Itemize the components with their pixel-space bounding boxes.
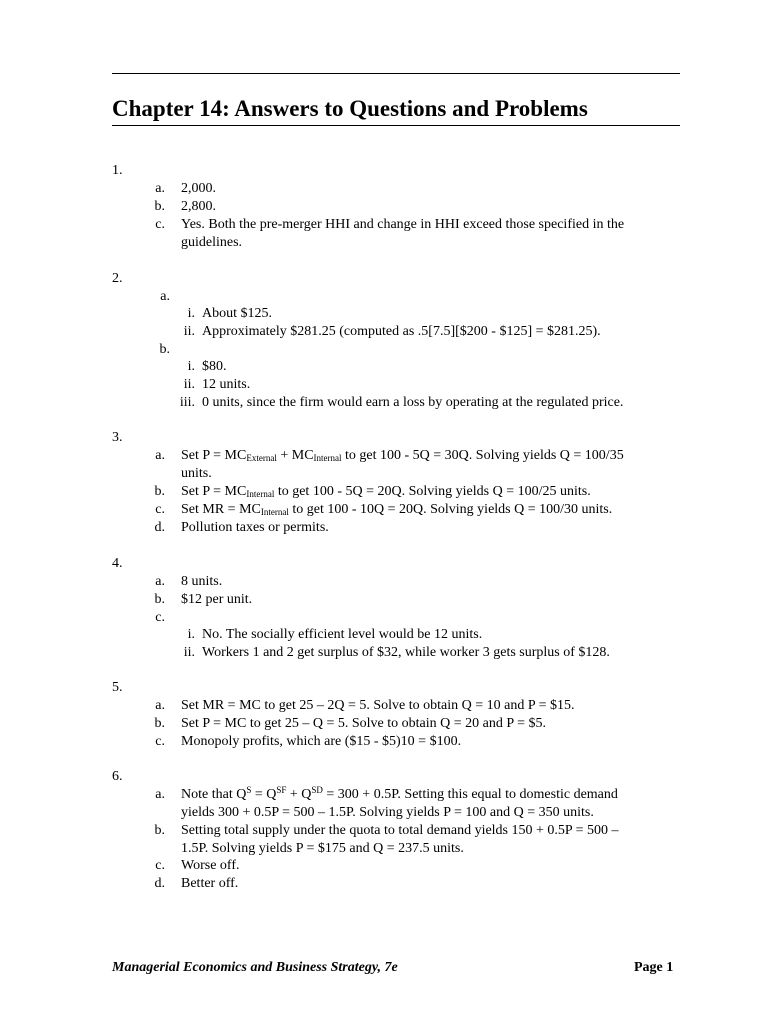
item-label: a. <box>155 574 165 589</box>
question-number: 5. <box>112 680 123 695</box>
item-label: a. <box>155 698 165 713</box>
answer-text: $12 per unit. <box>181 592 253 607</box>
answer-text: 2,000. <box>181 181 216 196</box>
item-label: d. <box>154 520 165 535</box>
answer-text: Approximately $281.25 (computed as .5[7.5][$200 - $125] = $281.25). <box>202 324 601 339</box>
item-label: a. <box>155 787 165 802</box>
item-label: b. <box>154 823 165 838</box>
answer-text: 8 units. <box>181 574 223 589</box>
title-rule <box>112 125 680 126</box>
item-label: d. <box>154 876 165 891</box>
question-number: 6. <box>112 769 123 784</box>
answer-text: yields 300 + 0.5P = 500 – 1.5P. Solving yields P = 100 and Q = 350 units. <box>181 805 594 820</box>
item-label: b. <box>159 342 170 357</box>
answer-text: 1.5P. Solving yields P = $175 and Q = 237.5 units. <box>181 841 464 856</box>
answer-text: 0 units, since the firm would earn a loss by operating at the regulated price. <box>202 395 624 410</box>
answer-text: Note that $Q^S = Q^{SF} + Q^{SD} = 300 + 0.5P$. Setting this equal to domestic demand <box>181 785 618 802</box>
item-label: b. <box>154 716 165 731</box>
sub-item-label: i. <box>187 306 195 321</box>
page-title: Chapter 14: Answers to Questions and Problems <box>112 96 588 121</box>
top-rule <box>112 73 680 74</box>
sub-item-label: ii. <box>183 645 195 660</box>
answer-text: 12 units. <box>202 377 251 392</box>
item-label: c. <box>155 217 165 232</box>
answer-text: Pollution taxes or permits. <box>181 520 329 535</box>
sub-item-label: ii. <box>183 324 195 339</box>
answer-text: units. <box>181 466 212 481</box>
answer-text: Yes. Both the pre-merger HHI and change in HHI exceed those specified in the <box>181 217 625 232</box>
answer-text: guidelines. <box>181 235 243 250</box>
item-label: a. <box>160 289 170 304</box>
answer-text: Monopoly profits, which are ($15 - $5)10 = $100. <box>181 734 462 749</box>
question-number: 1. <box>112 163 123 178</box>
item-label: c. <box>155 734 165 749</box>
item-label: a. <box>155 448 165 463</box>
answer-text: Workers 1 and 2 get surplus of $32, while worker 3 gets surplus of $128. <box>202 645 610 660</box>
answer-text: About $125. <box>202 306 272 321</box>
item-label: b. <box>154 199 165 214</box>
answer-text: Worse off. <box>181 858 240 873</box>
item-label: c. <box>155 502 165 517</box>
answer-text: Set $P = MC_{Internal}$ to get 100 - 5Q = 20Q. Solving yields Q = 100/25 units. <box>181 484 591 499</box>
question-number: 3. <box>112 430 123 445</box>
footer-page-number: Page 1 <box>634 960 674 975</box>
sub-item-label: iii. <box>179 395 195 410</box>
footer-book-title: Managerial Economics and Business Strategy, 7e <box>112 960 398 975</box>
question-number: 4. <box>112 556 123 571</box>
answer-text: Set $P = MC_{External} + MC_{Internal}$ to get 100 - 5Q = 30Q. Solving yields Q = 100/35 <box>181 448 624 463</box>
answer-text: Set MR = $MC_{Internal}$ to get 100 - 10Q = 20Q. Solving yields Q = 100/30 units. <box>181 502 613 517</box>
question-number: 2. <box>112 271 123 286</box>
item-label: c. <box>155 610 165 625</box>
sub-item-label: i. <box>187 359 195 374</box>
item-label: a. <box>155 181 165 196</box>
answer-text: No. The socially efficient level would be 12 units. <box>202 627 483 642</box>
answer-text: Set P = MC to get 25 – Q = 5. Solve to obtain Q = 20 and P = $5. <box>181 716 546 731</box>
item-label: b. <box>154 484 165 499</box>
sub-item-label: ii. <box>183 377 195 392</box>
item-label: c. <box>155 858 165 873</box>
answer-text: Better off. <box>181 876 239 891</box>
item-label: b. <box>154 592 165 607</box>
answer-text: Setting total supply under the quota to total demand yields 150 + 0.5P = 500 – <box>181 823 619 838</box>
answer-text: 2,800. <box>181 199 216 214</box>
answer-text: $80. <box>202 359 227 374</box>
answer-text: Set MR = MC to get 25 – 2Q = 5. Solve to obtain Q = 10 and P = $15. <box>181 698 575 713</box>
sub-item-label: i. <box>187 627 195 642</box>
